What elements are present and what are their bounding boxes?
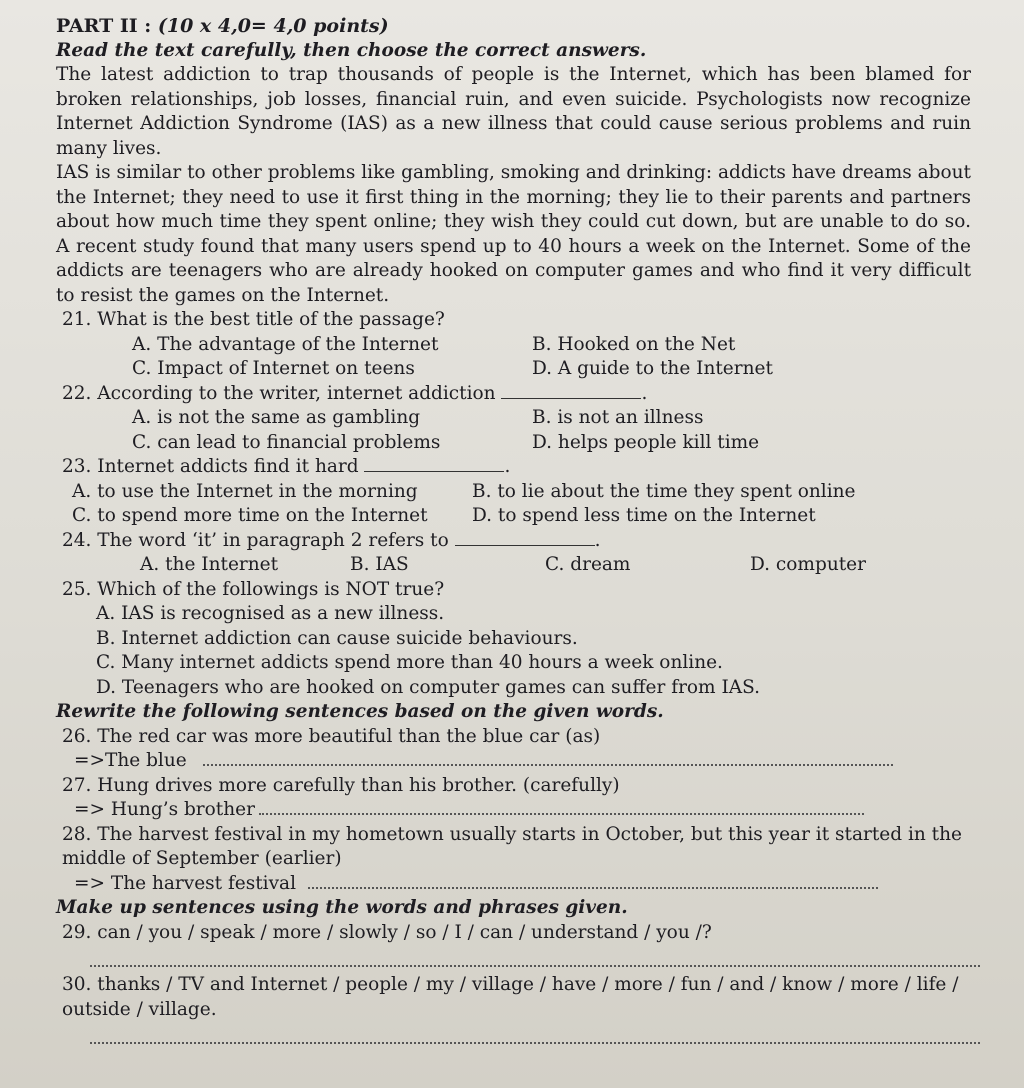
rewrite-sentence: 27. Hung drives more carefully than his brother. (carefully): [62, 774, 620, 796]
options-row: [132, 406, 971, 431]
answer-line[interactable]: [259, 799, 864, 815]
question-stem: 21. What is the best title of the passage?: [62, 309, 445, 330]
exam-content: [56, 14, 971, 1050]
question-stem-row: 22. According to the writer, internet addiction .: [62, 382, 648, 404]
question-22: [62, 382, 971, 456]
answer-blank[interactable]: [364, 457, 504, 472]
option-b: B. IAS: [350, 554, 409, 575]
option-c: C. can lead to financial problems: [132, 431, 441, 453]
question-stem: 23. Internet addicts find it hard: [62, 456, 359, 477]
question-stem-row: 24. The word ‘it’ in paragraph 2 refers to .: [62, 529, 601, 551]
rewrite-item-27: [62, 774, 971, 823]
option-c: C. Many internet addicts spend more than 40 hours a week online.: [96, 652, 723, 673]
question-24: [62, 529, 971, 578]
option-d: D. A guide to the Internet: [532, 358, 773, 379]
question-23: [62, 455, 971, 529]
make-up-instruction: Make up sentences using the words and phrases given.: [56, 897, 628, 918]
option-b: B. is not an illness: [532, 407, 704, 428]
option-a: A. is not the same as gambling: [132, 407, 421, 428]
option-b: B. Internet addiction can cause suicide behaviours.: [96, 627, 578, 649]
rewrite-sentence: 28. The harvest festival in my hometown usually starts in October, but this year it started in the middle of September (earlier): [62, 823, 962, 869]
answer-start: =>The blue: [74, 750, 187, 771]
answer-blank[interactable]: [455, 531, 595, 546]
options-row: [132, 333, 971, 358]
answer-row: [74, 798, 971, 823]
passage-paragraph-1: The latest addiction to trap thousands of people is the Internet, which has been blamed for broken relationships, job losses, financial ruin, and even suicide. Psychologists now recognize Internet Addiction Syndrome (IAS) as a new illness that could cause serious problems and ruin many lives.: [56, 64, 971, 159]
option-d: D. Teenagers who are hooked on computer games can suffer from IAS.: [96, 676, 761, 698]
answer-blank[interactable]: [501, 384, 641, 399]
options-row: [132, 357, 971, 382]
rewrite-sentence: 26. The red car was more beautiful than the blue car (as): [62, 725, 601, 747]
question-stem: 24. The word ‘it’ in paragraph 2 refers to: [62, 529, 449, 551]
option-a: A. to use the Internet in the morning: [72, 480, 418, 502]
option-c: C. Impact of Internet on teens: [132, 358, 415, 379]
question-21: [62, 308, 971, 382]
question-stem: 22. According to the writer, internet addiction: [62, 382, 496, 404]
answer-start: => The harvest festival: [74, 872, 296, 894]
answer-start: => Hung’s brother: [74, 799, 255, 820]
option-b: B. Hooked on the Net: [532, 333, 736, 355]
answer-line[interactable]: [90, 945, 980, 967]
option-a: A. The advantage of the Internet: [132, 333, 439, 355]
option-a: A. IAS is recognised as a new illness.: [96, 603, 445, 624]
options-row: [72, 504, 971, 529]
cue-words: 30. thanks / TV and Internet / people / my / village / have / more / fun / and / know / more / life / outside / village.: [62, 974, 959, 1020]
options-list: [96, 602, 971, 700]
answer-line[interactable]: [308, 873, 878, 889]
part-points: (10 x 4,0= 4,0 points): [157, 15, 389, 37]
option-c: C. to spend more time on the Internet: [72, 505, 428, 526]
cue-words: 29. can / you / speak / more / slowly / so / I / can / understand / you /?: [62, 921, 712, 943]
options-row: [140, 553, 971, 578]
question-25: [62, 578, 971, 701]
option-b: B. to lie about the time they spent online: [472, 480, 856, 502]
option-a: A. the Internet: [140, 554, 279, 575]
reading-instruction: Read the text carefully, then choose the correct answers.: [56, 39, 647, 61]
question-stem: 25. Which of the followings is NOT true?: [62, 578, 445, 600]
option-c: C. dream: [545, 554, 631, 575]
option-d: D. computer: [750, 554, 866, 575]
part-title: PART II :: [56, 15, 152, 37]
rewrite-item-26: [62, 725, 971, 774]
part-heading: [56, 14, 971, 39]
answer-line[interactable]: [90, 1022, 980, 1044]
option-d: D. helps people kill time: [532, 431, 760, 453]
rewrite-instruction: Rewrite the following sentences based on the given words.: [56, 701, 664, 722]
make-up-item-30: [62, 973, 971, 1044]
answer-row: [74, 872, 971, 897]
options-row: [132, 431, 971, 456]
make-up-item-29: [62, 921, 971, 968]
options-row: [72, 480, 971, 505]
option-d: D. to spend less time on the Internet: [472, 505, 816, 526]
question-stem-row: 23. Internet addicts find it hard .: [62, 456, 511, 477]
rewrite-item-28: [62, 823, 971, 897]
answer-row: [74, 749, 971, 774]
passage-paragraph-2: IAS is similar to other problems like gambling, smoking and drinking: addicts have dreams about the Internet; they need to use it first thing in the morning; they lie to their parents and partners about how much time they spent online; they wish they could cut down, but are unable to do so. A recent study found that many users spend up to 40 hours a week on the Internet. Some of the addicts are teenagers who are already hooked on computer games and who find it very difficult to resist the games on the Internet.: [56, 162, 971, 306]
answer-line[interactable]: [203, 750, 893, 766]
